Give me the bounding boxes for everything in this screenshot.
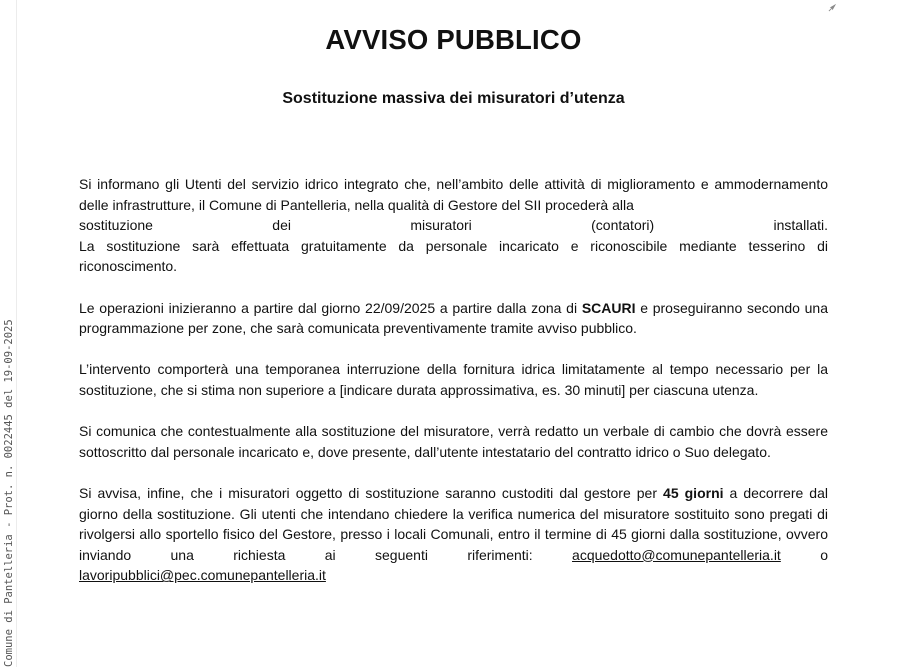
paragraph-verbale: Si comunica che contestualmente alla sostituzione del misuratore, verrà redatto un verbale di cambio che dovrà essere sottoscritto dal personale incaricato e, dove presente, dall’utente intestatario del contratto idrico o Suo delegato.	[79, 423, 828, 460]
custody-conjunction: o	[780, 546, 828, 563]
page-subtitle: Sostituzione massiva dei misuratori d’utenza	[282, 90, 625, 107]
zone-name: SCAURI	[581, 299, 636, 316]
custody-text: Si avvisa, infine, che i misuratori oggetto di sostituzione saranno custoditi dal gestore per	[79, 484, 664, 501]
paragraph-start-date	[79, 298, 828, 339]
intro-line-b: sostituzione dei misuratori (contatori) installati.	[79, 217, 828, 234]
paragraph-custody	[79, 483, 828, 586]
start-date-text: Le operazioni inizieranno a partire dal giorno 22/09/2025 a partire dalla zona di	[79, 299, 582, 316]
custody-days: 45 giorni	[663, 484, 724, 501]
pin-icon	[828, 3, 837, 12]
protocol-stamp: Comune di Pantelleria - Prot. n. 0022445 del 19-09-2025	[3, 319, 15, 667]
intro-line-a: Si informano gli Utenti del servizio idrico integrato che, nell’ambito delle attività di miglioramento e ammodernamento delle infrastrutture, il Comune di Pantelleria, nella qualità di Gestore del SII procederà alla	[79, 176, 828, 213]
document-body	[79, 174, 828, 606]
start-date-text-end: e proseguiranno secondo una programmazione per zone, che sarà comunicata preventivamente tramite avviso pubblico.	[79, 299, 828, 337]
email-link-acquedotto[interactable]: acquedotto@comunepantelleria.it	[572, 546, 781, 563]
custody-text-middle: a decorrere dal giorno della sostituzione. Gli utenti che intendano chiedere la verifica numerica del misuratore sostituito sono pregati di rivolgersi allo sportello fisico del Gestore, presso i locali Comunali, entro il termine di 45 giorni dalla sostituzione, ovvero inviando una richiesta ai seguenti riferimenti:	[79, 484, 828, 563]
intro-line-c: La sostituzione sarà effettuata gratuitamente da personale incaricato e riconoscibile mediante tesserino di riconoscimento.	[79, 237, 828, 275]
paragraph-interruption: L’intervento comporterà una temporanea interruzione della fornitura idrica limitatamente al tempo necessario per la sostituzione, che si stima non superiore a [indicare durata approssimativa, es. 30 minuti] per ciascuna utenza.	[79, 361, 828, 398]
email-link-lavoripubblici[interactable]: lavoripubblici@pec.comunepantelleria.it	[79, 567, 326, 584]
page-title: AVVISO PUBBLICO	[325, 24, 582, 55]
paragraph-intro	[79, 174, 828, 277]
margin-strip	[0, 0, 17, 667]
